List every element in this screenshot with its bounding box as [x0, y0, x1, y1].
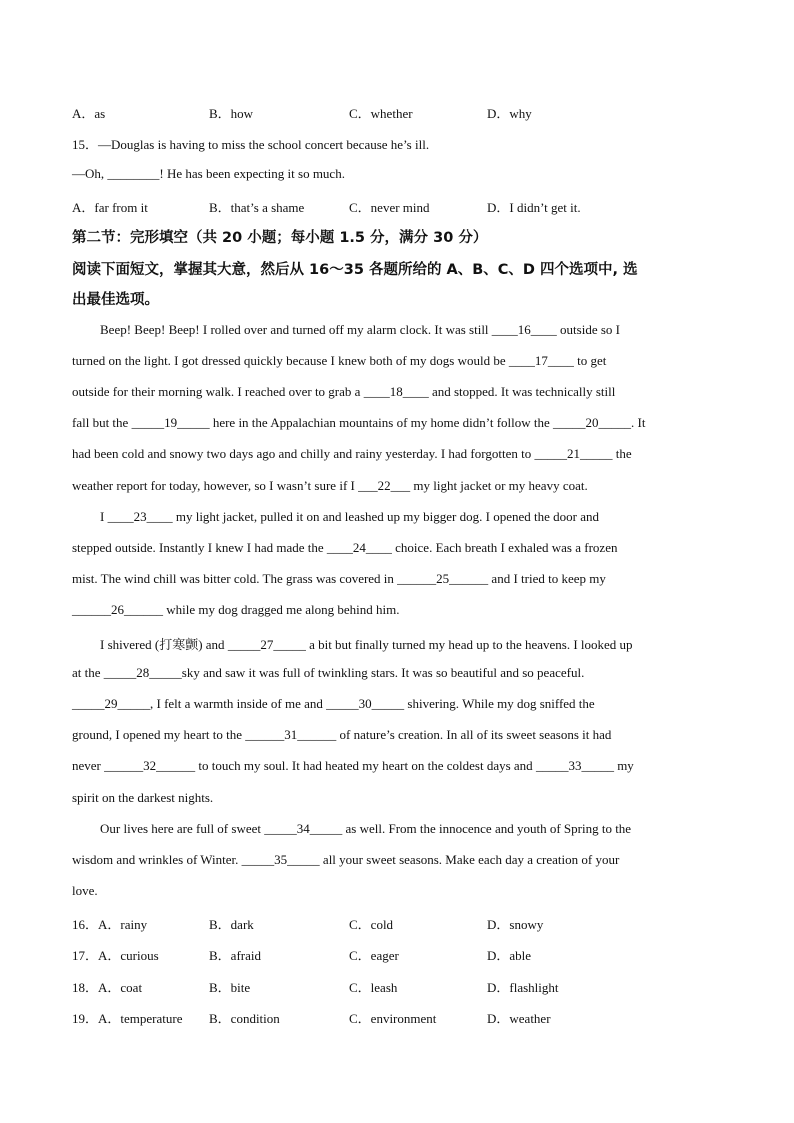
q15-blank: ________	[107, 166, 160, 181]
blank-31: ______31______	[245, 727, 337, 742]
q17-option-b: B．afraid	[209, 948, 261, 963]
blank-29: _____29_____	[72, 696, 150, 711]
blank-23: ____23____	[107, 509, 173, 524]
passage-line: I shivered (打寒颤) and _____27_____ a bit but finally turned my head up to the heavens. I looked up	[100, 637, 633, 652]
q14-option-c: C．whether	[349, 106, 413, 121]
passage-line: at the _____28_____sky and saw it was full of twinkling stars. It was so beautiful and so peaceful.	[72, 665, 585, 680]
passage-line: never ______32______ to touch my soul. It had heated my heart on the coldest days and _____33_____ my	[72, 758, 634, 773]
q14-option-a: A．as	[72, 106, 106, 121]
passage-line: Our lives here are full of sweet _____34_____ as well. From the innocence and youth of Spring to the	[100, 821, 632, 836]
blank-19: _____19_____	[131, 415, 210, 430]
blank-20: _____20_____	[553, 415, 632, 430]
blank-24: ____24____	[326, 540, 392, 555]
passage-line: I ____23____ my light jacket, pulled it on and leashed up my bigger dog. I opened the door and	[100, 509, 599, 524]
blank-16: ____16____	[491, 322, 557, 337]
passage-line: mist. The wind chill was bitter cold. The grass was covered in ______25______ and I tried to keep my	[72, 571, 606, 586]
question-19: 19．A．temperature	[72, 1011, 183, 1026]
q14-option-d: D．why	[487, 106, 532, 121]
q18-option-c: C．leash	[349, 980, 398, 995]
passage-line: stepped outside. Instantly I knew I had made the ____24____ choice. Each breath I exhaled was a frozen	[72, 540, 618, 555]
section-instruction: 阅读下面短文，掌握其大意，然后从 16～35 各题所给的 A、B、C、D 四个选项中, 选	[72, 262, 638, 278]
q15-option-d: D．I didn’t get it.	[487, 200, 581, 215]
passage-line: outside for their morning walk. I reached over to grab a ____18____ and stopped. It was technically still	[72, 384, 616, 399]
q15-prompt: 15．—Douglas is having to miss the school concert because he’s ill.	[72, 137, 430, 152]
question-16: 16．A．rainy	[72, 917, 148, 932]
passage-line: had been cold and snowy two days ago and chilly and rainy yesterday. I had forgotten to _____21_____ the	[72, 446, 632, 461]
question-18: 18．A．coat	[72, 980, 143, 995]
q18-option-d: D．flashlight	[487, 980, 559, 995]
passage-line: spirit on the darkest nights.	[72, 790, 214, 805]
question-17: 17．A．curious	[72, 948, 159, 963]
passage-line: fall but the _____19_____ here in the Appalachian mountains of my home didn’t follow the _____20_____. It	[72, 415, 646, 430]
passage-line: ______26______ while my dog dragged me along behind him.	[72, 602, 400, 617]
q17-option-c: C．eager	[349, 948, 399, 963]
blank-30: _____30_____	[326, 696, 405, 711]
q14-option-b: B．how	[209, 106, 254, 121]
q16-option-d: D．snowy	[487, 917, 544, 932]
passage-line: weather report for today, however, so I wasn’t sure if I ___22___ my light jacket or my heavy coat.	[72, 478, 588, 493]
passage-line: love.	[72, 883, 98, 898]
q16-option-c: C．cold	[349, 917, 394, 932]
blank-27: _____27_____	[227, 637, 306, 652]
blank-28: _____28_____	[103, 665, 182, 680]
q19-option-d: D．weather	[487, 1011, 551, 1026]
blank-18: ____18____	[363, 384, 429, 399]
blank-34: _____34_____	[264, 821, 343, 836]
blank-26: ______26______	[72, 602, 163, 617]
blank-17: ____17____	[508, 353, 574, 368]
passage-line: turned on the light. I got dressed quickly because I knew both of my dogs would be ____17____ to get	[72, 353, 607, 368]
q15-response: —Oh, ________! He has been expecting it so much.	[72, 166, 345, 181]
q17-option-d: D．able	[487, 948, 532, 963]
passage-line: wisdom and wrinkles of Winter. _____35_____ all your sweet seasons. Make each day a creation of your	[72, 852, 620, 867]
blank-25: ______25______	[397, 571, 489, 586]
q16-option-b: B．dark	[209, 917, 254, 932]
passage-line: _____29_____, I felt a warmth inside of me and _____30_____ shivering. While my dog sniffed the	[72, 696, 595, 711]
passage-line: ground, I opened my heart to the ______31______ of nature’s creation. In all of its sweet seasons it had	[72, 727, 612, 742]
blank-22: ___22___	[358, 478, 411, 493]
section-instruction-cont: 出最佳选项。	[72, 292, 159, 308]
passage-line: Beep! Beep! Beep! I rolled over and turned off my alarm clock. It was still ____16____ outside so I	[100, 322, 620, 337]
section-title: 第二节：完形填空（共 20 小题；每小题 1.5 分，满分 30 分）	[72, 230, 488, 246]
blank-35: _____35_____	[241, 852, 320, 867]
blank-33: _____33_____	[535, 758, 614, 773]
q19-option-b: B．condition	[209, 1011, 280, 1026]
q15-option-c: C．never mind	[349, 200, 430, 215]
q18-option-b: B．bite	[209, 980, 251, 995]
blank-21: _____21_____	[534, 446, 613, 461]
q19-option-c: C．environment	[349, 1011, 437, 1026]
q15-option-a: A．far from it	[72, 200, 148, 215]
q15-option-b: B．that’s a shame	[209, 200, 305, 215]
blank-32: ______32______	[104, 758, 196, 773]
